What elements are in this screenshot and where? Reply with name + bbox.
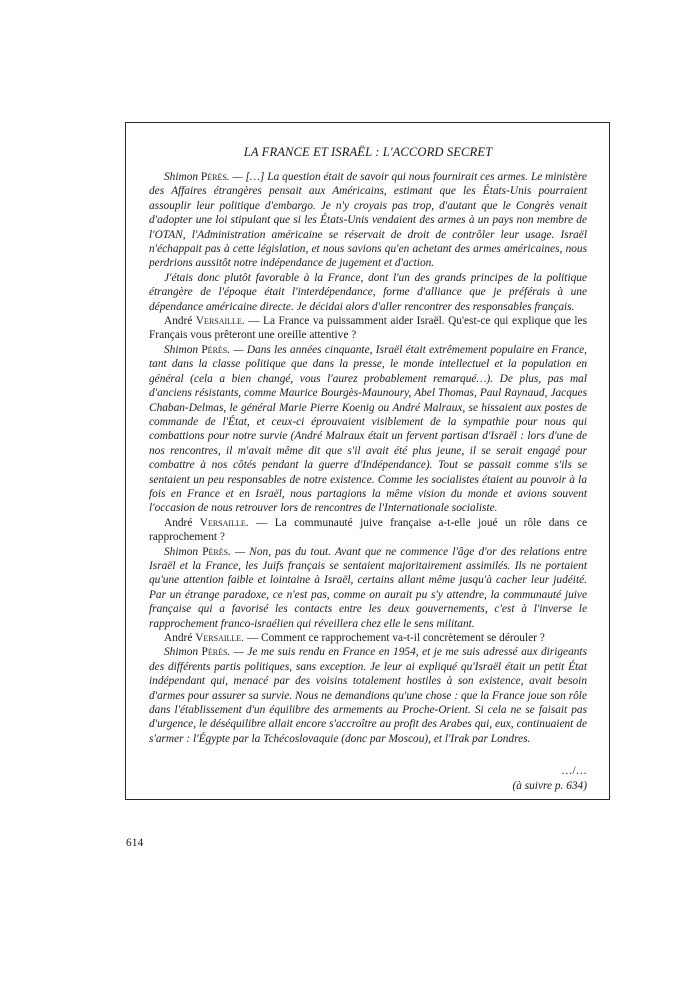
paragraph-5: [149, 516, 587, 545]
paragraph-text: La France va puissamment aider Israël. Qu'est-ce qui explique que les Français vous prêteront une oreille attentive ?: [149, 315, 587, 342]
paragraph-text: La communauté juive française a-t-elle joué un rôle dans ce rapprochement ?: [149, 516, 587, 544]
paragraph-text: Dans les années cinquante, Israël était extrêmement populaire en France, tant dans la classe politique que dans la presse, le monde intellectuel et la population en général (cela a bien changé, vous l'aurez probablement remarqué…). De plus, pas mal d'anciens résistants, comme Maurice Bourgès-Maunoury, Abel Thomas, Paul Raynaud, Jacques Chaban-Delmas, le général Marie Pierre Koenig ou André Malraux, se hissaient aux postes de commande de l'État, et ceux-ci éprouvaient visiblement de la sympathie pour nous qui combattions pour notre survie (André Malraux était un fervent partisan d'Israël : lors d'une de nos rencontres, il m'avait même dit que s'il avait été plus jeune, il se serait engagé pour combattre à nos côtés pendant la guerre d'Indépendance). Tout se passait comme s'ils se sentaient un peu responsables de notre existence. Comme les socialistes étaient au pouvoir à la fois en France et en Israël, nous partagions la même vision du monde et avions souvent l'occasion de nous retrouver lors de rencontres de l'Internationale socialiste.: [149, 343, 587, 515]
paragraph-3: [149, 314, 587, 343]
paragraph-text: […] La question était de savoir qui nous fournirait ces armes. Le ministère des Affaires étrangères pensait aux Américains, estimant que les États-Unis pourraient assouplir leur politique d'embargo. Je n'y croyais pas trop, d'autant que le Congrès venait d'adopter une loi stipulant que si les États-Unis vendaient des armes à un pays non membre de l'OTAN, l'Administration américaine se réservait de droit de contrôler leur usage. Israël n'échappait pas à cette législation, et nous savions qu'en achetant des armes américaines, nous perdrions aussitôt notre indépendance de jugement et d'action.: [149, 171, 587, 270]
speaker-surname: Pérès: [201, 646, 228, 659]
text-frame: [125, 122, 610, 800]
speaker-peres: Shimon Pérès. —: [164, 343, 247, 356]
speaker-versaille: André Versaille. —: [164, 632, 262, 644]
speaker-surname: Versaille: [195, 315, 242, 328]
continuation-ellipsis: …/…: [561, 765, 587, 778]
continuation-note: [149, 764, 587, 793]
paragraph-8: [149, 645, 587, 746]
speaker-surname: Pérès: [201, 343, 228, 356]
paragraph-text: Non, pas du tout. Avant que ne commence l'âge d'or des relations entre Israël et la France, les Juifs français se sentaient majoritairement assimilés. Ils ne portaient qu'une attention faible et lointaine à Israël, certains allant même jusqu'à cacher leur judéité. Par un étrange paradoxe, ce n'est pas, comme on aurait pu s'y attendre, la communauté juive française qui a favorisé les contacts entre les deux gouvernements, c'est à l'inverse le rapprochement franco-israélien qui réveillera chez elle le sens militant.: [149, 545, 587, 630]
speaker-peres: Shimon Pérès. —: [164, 545, 250, 558]
paragraph-text: J'étais donc plutôt favorable à la France, dont l'un des grands principes de la politique étrangère de l'époque était l'interdépendance, forme d'alliance que je préférais à une dépendance américaine directe. Je décidai alors d'aller rencontrer des responsables français.: [149, 271, 587, 313]
speaker-peres: Shimon Pérès. —: [164, 646, 248, 659]
paragraph-7: [149, 631, 587, 645]
speaker-peres: Shimon Pérès. —: [164, 171, 246, 183]
paragraph-text: Comment ce rapprochement va-t-il concrètement se dérouler ?: [261, 632, 545, 644]
paragraph-text: Je me suis rendu en France en 1954, et je me suis adressé aux dirigeants des différents partis politiques, sans exception. Je leur ai expliqué qu'Israël était un petit État indépendant qui, menacé par des voisins totalement hostiles à son existence, avait besoin d'armes pour assurer sa survie. Nous ne demandions qu'une chose : que la France joue son rôle dans l'établissement d'un équilibre des armements au Proche-Orient. Si cela ne se faisait pas d'urgence, le déséquilibre allait encore s'accroître au profit des Arabes qui, eux, continuaient de s'armer : l'Égypte par la Tchécoslovaquie (donc par Moscou), et l'Irak par Londres.: [149, 646, 587, 745]
paragraph-4: [149, 343, 587, 516]
paragraph-1: [149, 170, 587, 271]
speaker-surname: Pérès: [200, 171, 227, 183]
speaker-surname: Versaille: [199, 516, 246, 529]
article-title: LA FRANCE ET ISRAËL : L'ACCORD SECRET: [243, 145, 493, 159]
paragraph-6: [149, 545, 587, 631]
speaker-versaille: André Versaille. —: [164, 516, 275, 529]
speaker-surname: Pérès: [202, 545, 229, 558]
paragraph-2: [149, 271, 587, 314]
speaker-surname: Versaille: [195, 632, 242, 644]
speaker-versaille: André Versaille. —: [164, 315, 264, 328]
page-number: 614: [126, 837, 144, 849]
continuation-reference: (à suivre p. 634): [512, 779, 587, 792]
